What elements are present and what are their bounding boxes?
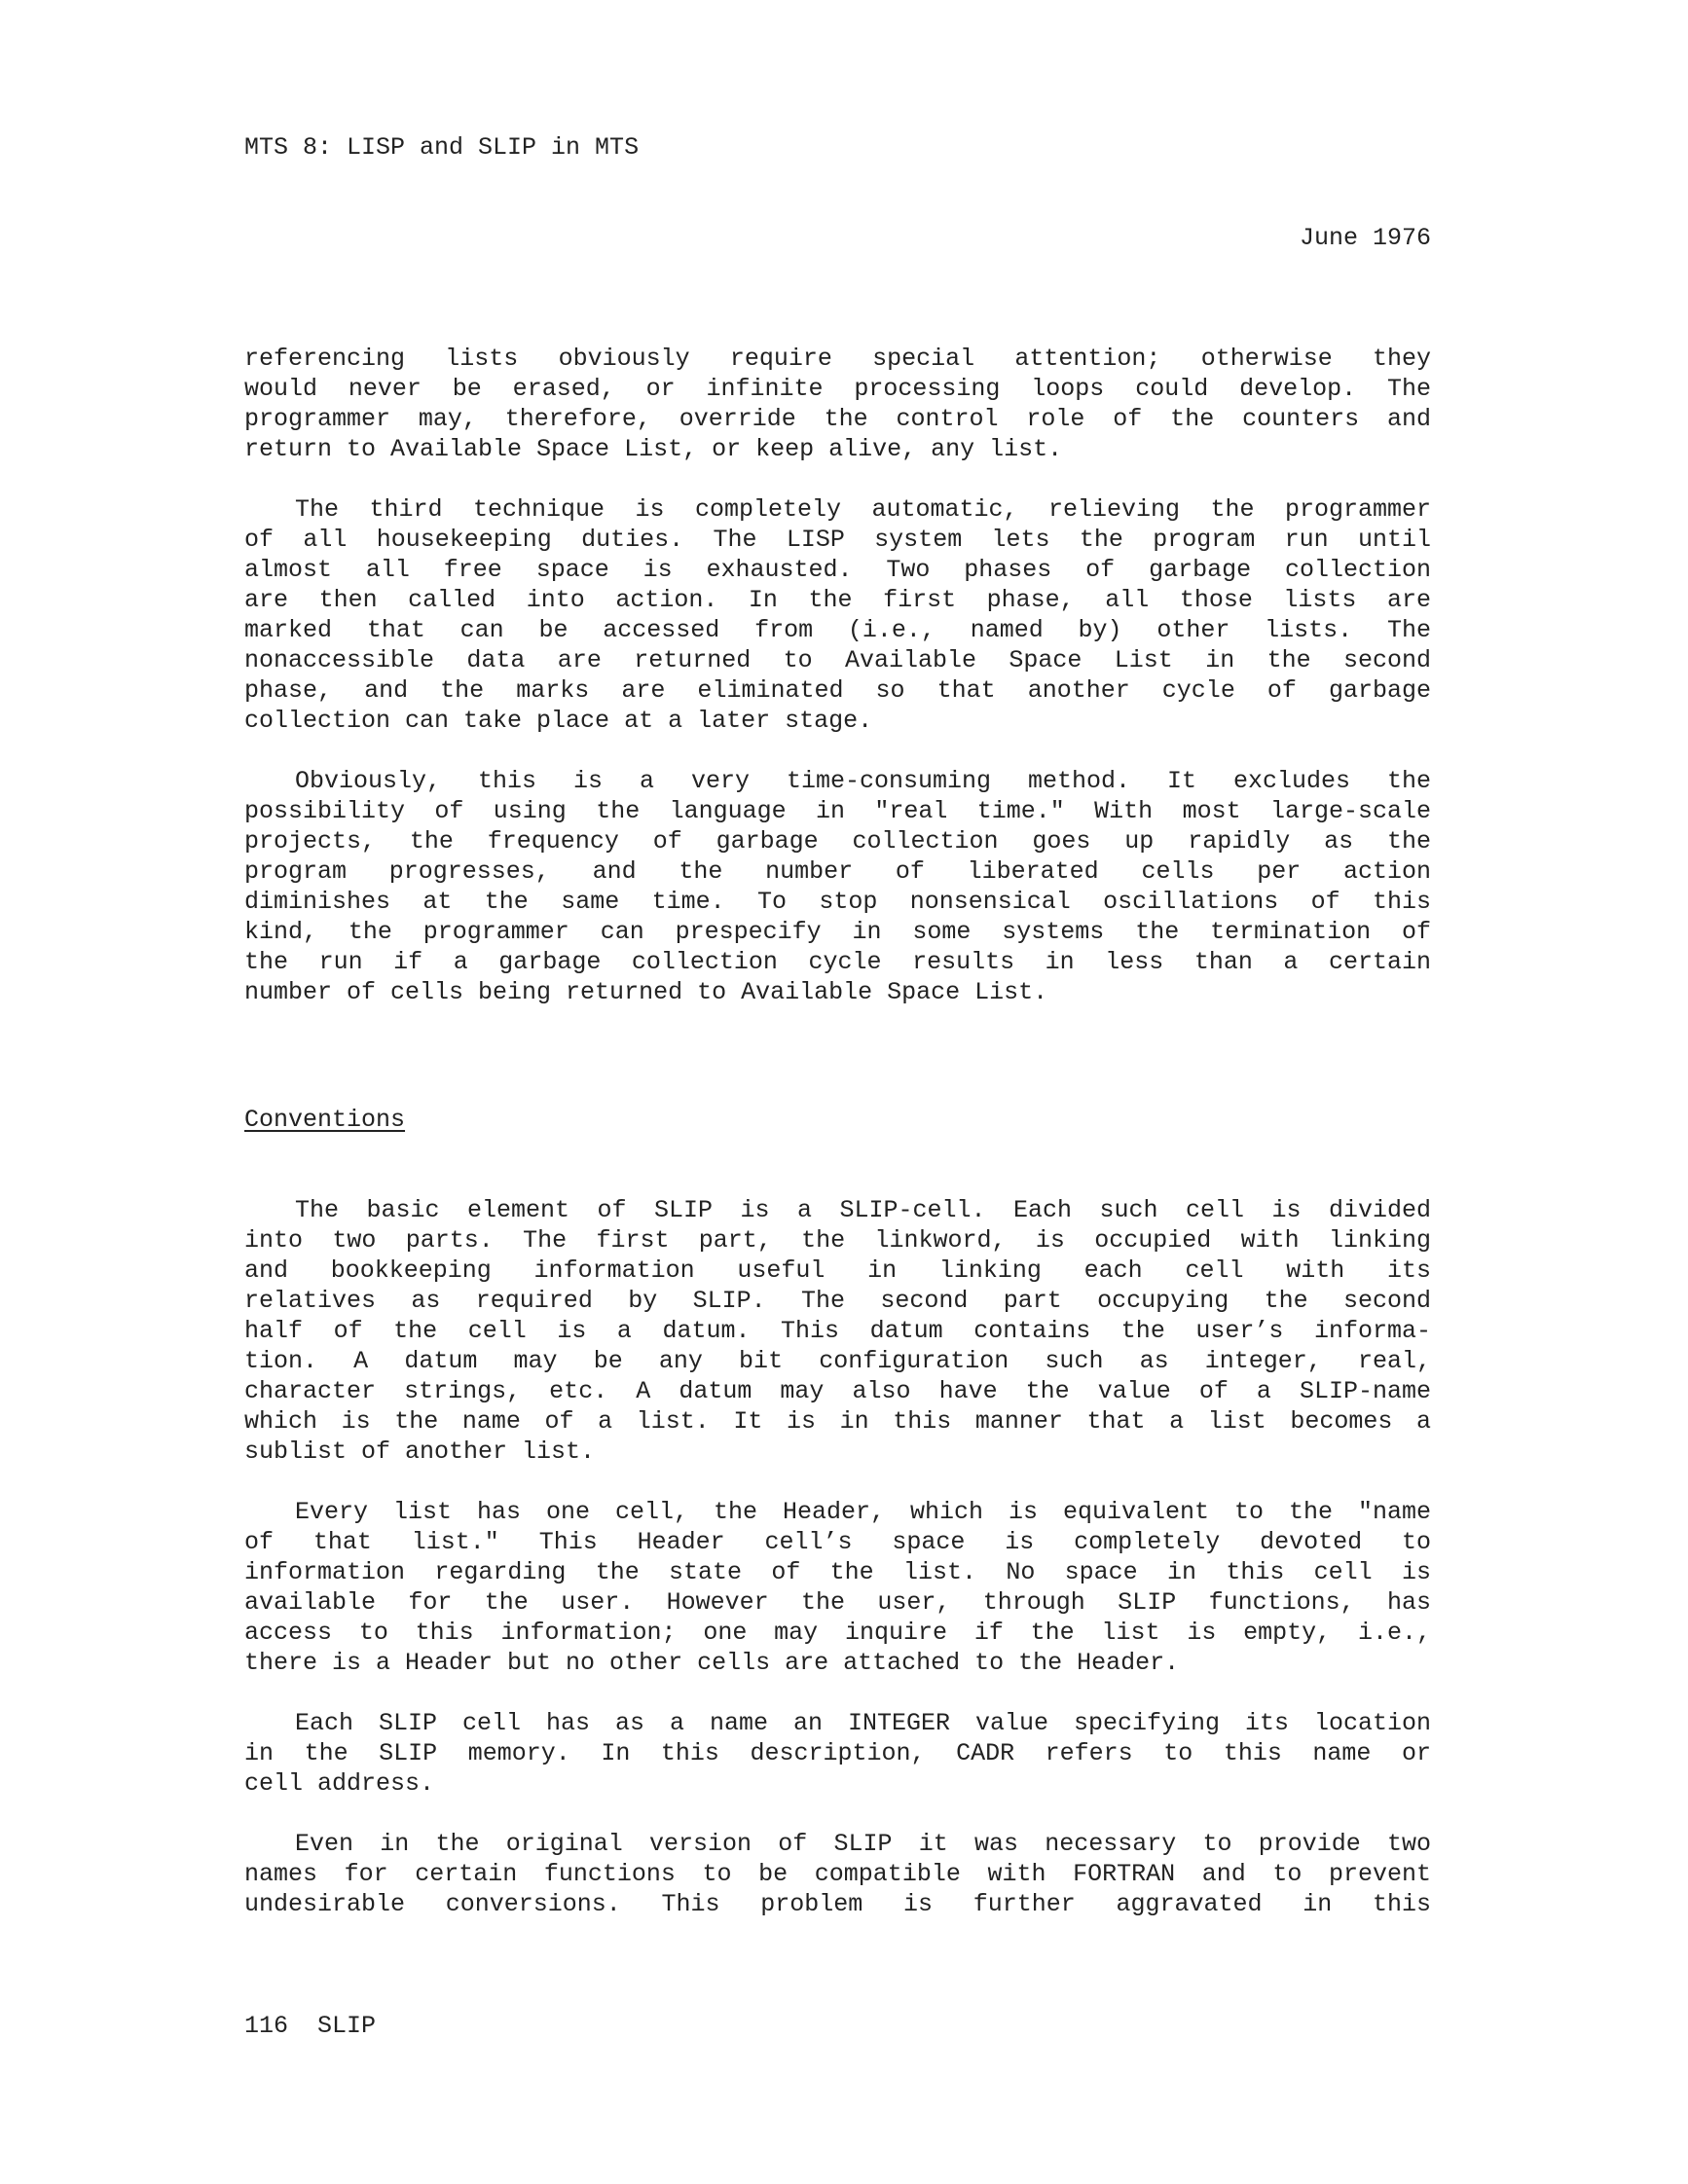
text-line: The basic element of SLIP is a SLIP-cell. Each such cell is divided <box>295 1196 1431 1224</box>
text-line: referencing lists obviously require special attention; otherwise they <box>244 345 1431 373</box>
text-line: cell address. <box>244 1769 435 1798</box>
text-line: kind, the programmer can prespecify in some systems the termination of <box>244 918 1431 946</box>
text-line: number of cells being returned to Available Space List. <box>244 978 1048 1006</box>
text-line: into two parts. The first part, the linkword, is occupied with linking <box>244 1226 1431 1255</box>
paragraph-header-cell <box>244 1497 1431 1678</box>
paragraph-original-version <box>244 1829 1431 1919</box>
page-footer: 116 SLIP <box>244 2012 377 2040</box>
text-line: half of the cell is a datum. This datum contains the user’s informa- <box>244 1317 1431 1345</box>
paragraph-slip-cell <box>244 1195 1431 1467</box>
text-line: program progresses, and the number of liberated cells per action <box>244 857 1431 886</box>
text-line: nonaccessible data are returned to Available Space List in the second <box>244 646 1431 674</box>
text-line: programmer may, therefore, override the control role of the counters and <box>244 405 1431 433</box>
text-line: Even in the original version of SLIP it was necessary to provide two <box>295 1830 1431 1858</box>
text-line: Each SLIP cell has as a name an INTEGER value specifying its location <box>295 1709 1431 1737</box>
text-line: of that list." This Header cell’s space is completely devoted to <box>244 1528 1431 1556</box>
text-line: there is a Header but no other cells are attached to the Header. <box>244 1649 1180 1677</box>
text-line: would never be erased, or infinite processing loops could develop. The <box>244 375 1431 403</box>
paragraph-continuation <box>244 344 1431 464</box>
text-line: relatives as required by SLIP. The second part occupying the second <box>244 1287 1431 1315</box>
paragraph-cell-name <box>244 1708 1431 1799</box>
running-header-date: June 1976 <box>1299 224 1431 252</box>
text-line: tion. A datum may be any bit configuration such as integer, real, <box>244 1347 1431 1375</box>
text-line: marked that can be accessed from (i.e., named by) other lists. The <box>244 616 1431 644</box>
text-line: the run if a garbage collection cycle results in less than a certain <box>244 948 1431 976</box>
text-line: and bookkeeping information useful in linking each cell with its <box>244 1256 1431 1285</box>
text-line: are then called into action. In the first phase, all those lists are <box>244 586 1431 614</box>
paragraph-time-consuming <box>244 766 1431 1007</box>
text-line: character strings, etc. A datum may also have the value of a SLIP-name <box>244 1377 1431 1405</box>
text-line: information regarding the state of the list. No space in this cell is <box>244 1558 1431 1586</box>
text-line: diminishes at the same time. To stop nonsensical oscillations of this <box>244 888 1431 916</box>
text-line: possibility of using the language in "real time." With most large-scale <box>244 797 1431 825</box>
text-line: phase, and the marks are eliminated so that another cycle of garbage <box>244 676 1431 705</box>
text-line: return to Available Space List, or keep alive, any list. <box>244 435 1063 463</box>
text-line: access to this information; one may inquire if the list is empty, i.e., <box>244 1619 1431 1647</box>
text-line: sublist of another list. <box>244 1438 596 1466</box>
paragraph-third-technique <box>244 494 1431 736</box>
text-line: collection can take place at a later stage. <box>244 707 873 735</box>
text-line: almost all free space is exhausted. Two phases of garbage collection <box>244 556 1431 584</box>
text-line: in the SLIP memory. In this description, CADR refers to this name or <box>244 1739 1431 1767</box>
section-heading: Conventions <box>244 1106 406 1134</box>
text-line: Obviously, this is a very time-consuming method. It excludes the <box>295 767 1431 795</box>
text-line: The third technique is completely automatic, relieving the programmer <box>295 495 1431 524</box>
text-line: names for certain functions to be compatible with FORTRAN and to prevent <box>244 1860 1431 1888</box>
text-line: undesirable conversions. This problem is further aggravated in this <box>244 1890 1431 1918</box>
running-header-title: MTS 8: LISP and SLIP in MTS <box>244 133 640 162</box>
text-line: available for the user. However the user, through SLIP functions, has <box>244 1588 1431 1617</box>
text-line: of all housekeeping duties. The LISP system lets the program run until <box>244 526 1431 554</box>
text-line: projects, the frequency of garbage collection goes up rapidly as the <box>244 827 1431 855</box>
text-line: which is the name of a list. It is in this manner that a list becomes a <box>244 1407 1431 1436</box>
text-line: Every list has one cell, the Header, which is equivalent to the "name <box>295 1498 1431 1526</box>
